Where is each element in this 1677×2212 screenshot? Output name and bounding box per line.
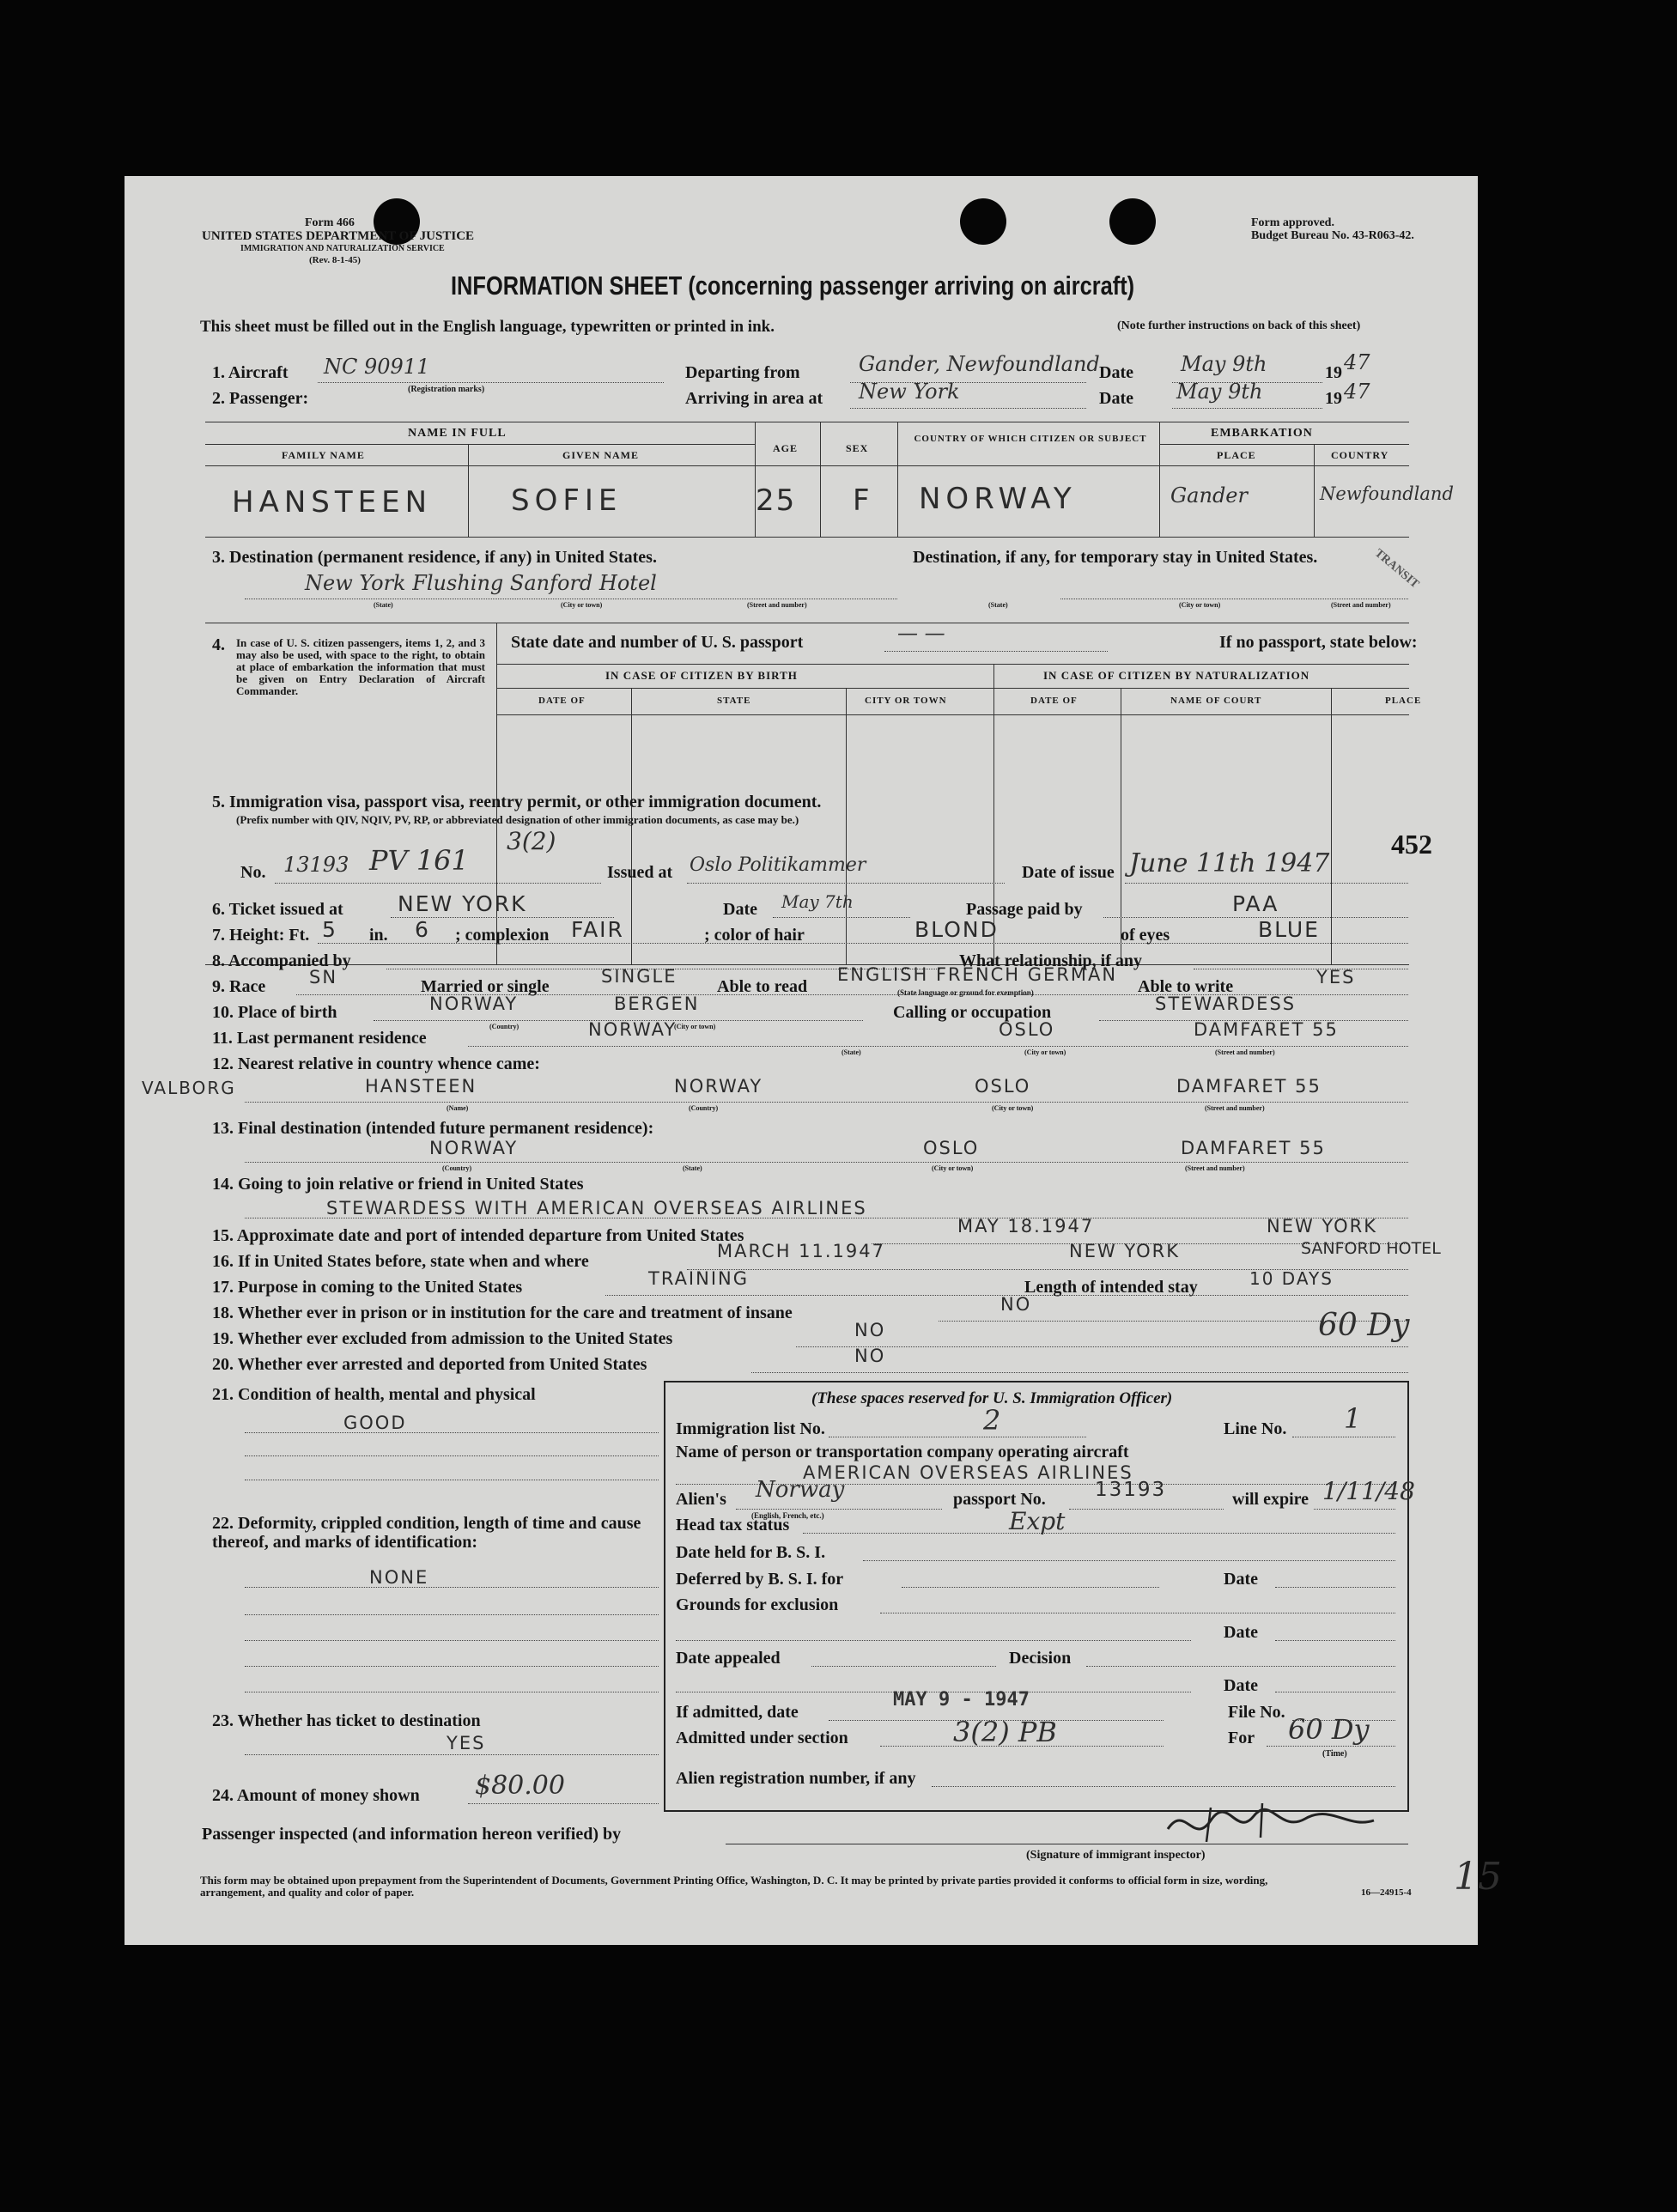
occupation-label: Calling or occupation	[893, 1003, 1052, 1022]
given-name-header: GIVEN NAME	[562, 449, 640, 461]
deformity-label: 22. Deformity, crippled condition, length of time and cause thereof, and marks of identification:	[212, 1514, 641, 1552]
passage-paid-value: PAA	[1232, 891, 1279, 916]
relative-prefix-value: VALBORG	[142, 1078, 236, 1098]
citizen-value: NORWAY	[919, 482, 1077, 516]
embarkation-place-value: Gander	[1170, 483, 1248, 507]
married-label: Married or single	[421, 977, 550, 996]
information-sheet-form	[125, 176, 1502, 1945]
officer-box-heading: (These spaces reserved for U. S. Immigration Officer)	[811, 1389, 1173, 1407]
race-value: SN	[309, 967, 338, 988]
us-passport-label: State date and number of U. S. passport	[511, 633, 804, 652]
birth-date-header: DATE OF	[538, 696, 586, 706]
street-caption: (Street and number)	[747, 601, 807, 609]
visa-section-value: 3(2)	[507, 827, 556, 855]
state-caption: (State)	[842, 1048, 861, 1056]
birth-city-value: BERGEN	[614, 994, 700, 1014]
inspected-by-label: Passenger inspected (and information hereon verified) by	[202, 1825, 622, 1844]
relative-street-value: DAMFARET 55	[1176, 1076, 1322, 1097]
punch-hole	[1109, 198, 1156, 245]
deferred-label: Deferred by B. S. I. for	[676, 1570, 844, 1589]
prison-label: 18. Whether ever in prison or in institution for the care and treatment of insane	[212, 1304, 793, 1322]
residence-country-value: NORWAY	[588, 1019, 677, 1040]
grounds-label: Grounds for exclusion	[676, 1595, 839, 1614]
birth-state-header: STATE	[717, 696, 751, 706]
street-caption: (Street and number)	[1215, 1048, 1275, 1056]
visa-label: 5. Immigration visa, passport visa, reentry permit, or other immigration document.	[212, 793, 822, 811]
write-label: Able to write	[1138, 977, 1234, 996]
name-caption: (Name)	[447, 1104, 469, 1112]
inspector-signature	[1159, 1795, 1382, 1855]
company-value: AMERICAN OVERSEAS AIRLINES	[803, 1462, 1133, 1483]
nearest-relative-label: 12. Nearest relative in country whence came:	[212, 1054, 540, 1073]
footer-text: This form may be obtained upon prepayment from the Superintendent of Documents, Government Printing Office, Washington, D. C. It may be printed by private parties provided it conforms to official form in size, wording, arrangement, and quality and color of paper.	[200, 1874, 1268, 1899]
health-value: GOOD	[343, 1413, 407, 1433]
purpose-label: 17. Purpose in coming to the United States	[212, 1278, 523, 1297]
admitted-section-label: Admitted under section	[676, 1729, 848, 1747]
street-caption: (Street and number)	[1205, 1104, 1265, 1112]
alien-language-value: Norway	[756, 1477, 845, 1503]
footer-form-number: 16—24915-4	[1361, 1887, 1412, 1898]
city-caption: (City or town)	[932, 1164, 974, 1172]
embarkation-header: EMBARKATION	[1211, 427, 1313, 440]
prior-visit-label: 16. If in United States before, state when and where	[212, 1252, 589, 1271]
visa-note: (Prefix number with QIV, NQIV, PV, RP, or abbreviated designation of other immigration documents, as case may be.)	[236, 813, 799, 826]
grounds-date-label: Date	[1224, 1623, 1258, 1642]
citizen-by-nat-header: IN CASE OF CITIZEN BY NATURALIZATION	[1043, 669, 1310, 682]
budget-bureau: Budget Bureau No. 43-R063-42.	[1251, 229, 1414, 242]
departure-date-plan-value: MAY 18.1947	[957, 1216, 1095, 1237]
street-caption: (Street and number)	[1331, 601, 1391, 609]
visa-number-value: 13193	[283, 853, 349, 877]
sex-header: SEX	[846, 442, 869, 454]
ticket-issued-label: 6. Ticket issued at	[212, 900, 343, 919]
language-small-caption: (English, French, etc.)	[751, 1511, 824, 1520]
race-label: 9. Race	[212, 977, 266, 996]
margin-note: 60 Dy	[1318, 1308, 1410, 1343]
alien-label: Alien's	[676, 1490, 726, 1509]
admitted-date-stamp: MAY 9 - 1947	[893, 1689, 1030, 1711]
back-note: (Note further instructions on back of this sheet)	[1117, 319, 1361, 332]
transit-stamp: TRANSIT	[1371, 546, 1422, 592]
departure-year-value: 47	[1344, 350, 1370, 374]
q4-instructions: In case of U. S. citizen passengers, items 1, 2, and 3 may also be used, with space to the right, to obtain at place of embarkation the information that must be given on Entry Declaration of Aircraft Commander.	[236, 636, 485, 697]
immigration-list-label: Immigration list No.	[676, 1419, 825, 1438]
departure-port-value: NEW YORK	[1267, 1216, 1377, 1237]
q4-number: 4.	[212, 635, 225, 654]
write-value: YES	[1316, 967, 1356, 988]
nat-place-header: PLACE	[1385, 696, 1422, 706]
birth-country-value: NORWAY	[429, 994, 519, 1014]
decision-label: Decision	[1009, 1649, 1072, 1668]
departing-value: Gander, Newfoundland	[859, 352, 1100, 376]
time-caption: (Time)	[1322, 1749, 1347, 1759]
language-caption: (State language or ground for exemption)	[897, 988, 1034, 997]
country-caption: (Country)	[442, 1164, 472, 1172]
prior-visit-where-value: NEW YORK	[1069, 1241, 1180, 1261]
passport-number-value: 13193	[1095, 1479, 1167, 1501]
departure-date-label: Date	[1099, 363, 1133, 382]
relative-country-value: NORWAY	[674, 1076, 763, 1097]
state-caption: (State)	[374, 601, 393, 609]
height-inch-value: 6	[415, 917, 430, 942]
held-bsi-label: Date held for B. S. I.	[676, 1543, 826, 1562]
complexion-value: FAIR	[571, 917, 624, 942]
passenger-label: 2. Passenger:	[212, 389, 309, 408]
embarkation-country-value: Newfoundland	[1320, 483, 1454, 504]
arrival-year-prefix: 19	[1325, 389, 1342, 408]
form-title: INFORMATION SHEET (concerning passenger arriving on aircraft)	[451, 270, 1135, 301]
birthplace-label: 10. Place of birth	[212, 1003, 337, 1022]
corner-number: 15	[1454, 1855, 1502, 1899]
final-country-value: NORWAY	[429, 1138, 519, 1158]
passage-paid-label: Passage paid by	[966, 900, 1083, 919]
registration-marks-caption: (Registration marks)	[408, 385, 485, 394]
join-relative-label: 14. Going to join relative or friend in United States	[212, 1175, 584, 1194]
nat-date-header: DATE OF	[1030, 696, 1078, 706]
arrival-date-value: May 9th	[1176, 380, 1263, 404]
service-name: IMMIGRATION AND NATURALIZATION SERVICE	[240, 244, 445, 253]
country-caption: (Country)	[489, 1023, 520, 1030]
purpose-value: TRAINING	[648, 1268, 750, 1289]
arrival-year-value: 47	[1344, 380, 1370, 404]
stay-length-label: Length of intended stay	[1024, 1278, 1198, 1297]
ticket-date-value: May 7th	[781, 891, 854, 912]
prison-value: NO	[1000, 1294, 1032, 1315]
date-of-issue-label: Date of issue	[1022, 863, 1115, 882]
expire-value: 1/11/48	[1322, 1477, 1415, 1505]
age-value: 25	[756, 483, 797, 518]
visa-class-value: PV 161	[369, 844, 469, 877]
admitted-section-value: 3(2) PB	[953, 1716, 1057, 1748]
aircraft-label: 1. Aircraft	[212, 363, 289, 382]
departure-year-prefix: 19	[1325, 363, 1342, 382]
relative-city-value: OSLO	[975, 1076, 1031, 1097]
prior-visit-hotel-value: SANFORD HOTEL	[1301, 1239, 1441, 1258]
height-feet-value: 5	[322, 917, 337, 942]
page-number: 452	[1391, 829, 1432, 860]
destination-label: 3. Destination (permanent residence, if any) in United States.	[212, 548, 657, 567]
age-header: AGE	[773, 442, 799, 454]
money-label: 24. Amount of money shown	[212, 1786, 420, 1805]
destination-value: New York Flushing Sanford Hotel	[305, 571, 657, 595]
no-passport-label: If no passport, state below:	[1219, 633, 1418, 652]
residence-city-value: OSLO	[999, 1019, 1055, 1040]
street-caption: (Street and number)	[1185, 1164, 1245, 1172]
agency-name: UNITED STATES DEPARTMENT OF JUSTICE	[202, 229, 475, 243]
deported-label: 20. Whether ever arrested and deported from United States	[212, 1355, 647, 1374]
excluded-value: NO	[854, 1320, 886, 1340]
last-residence-label: 11. Last permanent residence	[212, 1029, 427, 1048]
deported-value: NO	[854, 1346, 886, 1366]
final-street-value: DAMFARET 55	[1181, 1138, 1326, 1158]
issued-at-value: Oslo Politikammer	[690, 854, 866, 876]
ticket-date-label: Date	[723, 900, 757, 919]
eyes-value: BLUE	[1258, 917, 1320, 942]
alien-registration-label: Alien registration number, if any	[676, 1769, 916, 1788]
hair-value: BLOND	[914, 917, 999, 942]
embarkation-place-header: PLACE	[1217, 449, 1256, 461]
deformity-value: NONE	[369, 1567, 429, 1588]
temporary-destination-label: Destination, if any, for temporary stay in United States.	[913, 548, 1318, 567]
appealed-label: Date appealed	[676, 1649, 781, 1668]
health-label: 21. Condition of health, mental and physical	[212, 1385, 536, 1404]
city-caption: (City or town)	[674, 1023, 716, 1030]
complexion-label: ; complexion	[455, 926, 550, 945]
head-tax-value: Expt	[1009, 1507, 1066, 1535]
final-city-value: OSLO	[923, 1138, 980, 1158]
hair-label: ; color of hair	[704, 926, 805, 945]
state-caption: (State)	[683, 1164, 702, 1172]
line-number-label: Line No.	[1224, 1419, 1287, 1438]
date-of-issue-value: June 11th 1947	[1129, 848, 1330, 878]
city-caption: (City or town)	[1024, 1048, 1066, 1056]
expire-label: will expire	[1232, 1490, 1309, 1509]
family-name-value: HANSTEEN	[232, 485, 433, 520]
visa-no-label: No.	[240, 863, 266, 882]
departure-date-value: May 9th	[1181, 352, 1267, 376]
issued-at-label: Issued at	[607, 863, 673, 882]
departing-label: Departing from	[685, 363, 800, 382]
excluded-label: 19. Whether ever excluded from admission to the United States	[212, 1329, 673, 1348]
ticket-issued-value: NEW YORK	[398, 891, 527, 916]
language-instruction: This sheet must be filled out in the English language, typewritten or printed in ink.	[200, 318, 775, 336]
accompanied-label: 8. Accompanied by	[212, 951, 351, 970]
city-caption: (City or town)	[992, 1104, 1034, 1112]
birth-city-header: CITY OR TOWN	[865, 696, 947, 706]
ticket-destination-label: 23. Whether has ticket to destination	[212, 1711, 481, 1730]
prior-visit-when-value: MARCH 11.1947	[717, 1241, 885, 1261]
head-tax-label: Head tax status	[676, 1516, 790, 1534]
eyes-label: of eyes	[1121, 926, 1170, 945]
relationship-label: What relationship, if any	[959, 951, 1142, 970]
married-value: SINGLE	[601, 966, 677, 987]
signature-caption: (Signature of immigrant inspector)	[1026, 1849, 1206, 1862]
state-caption: (State)	[988, 601, 1008, 609]
final-destination-label: 13. Final destination (intended future permanent residence):	[212, 1119, 654, 1138]
given-name-value: SOFIE	[511, 483, 623, 518]
family-name-header: FAMILY NAME	[282, 449, 365, 461]
arriving-label: Arriving in area at	[685, 389, 823, 408]
country-caption: (Country)	[689, 1104, 719, 1112]
us-passport-value: — —	[897, 621, 945, 645]
deferred-date-label: Date	[1224, 1570, 1258, 1589]
city-caption: (City or town)	[561, 601, 603, 609]
money-value: $80.00	[475, 1771, 565, 1801]
height-label: 7. Height: Ft.	[212, 926, 310, 945]
read-label: Able to read	[717, 977, 808, 996]
stay-length-value: 10 DAYS	[1249, 1268, 1334, 1289]
aircraft-value: NC 90911	[324, 355, 430, 379]
occupation-value: STEWARDESS	[1155, 994, 1297, 1014]
punch-hole	[960, 198, 1006, 245]
immigration-list-number: 2	[983, 1404, 1001, 1437]
for-time-value: 60 Dy	[1288, 1713, 1370, 1746]
admitted-date-label: If admitted, date	[676, 1703, 799, 1722]
for-label: For	[1228, 1729, 1255, 1747]
citizen-by-birth-header: IN CASE OF CITIZEN BY BIRTH	[605, 669, 798, 682]
form-approved: Form approved.	[1251, 216, 1334, 229]
sex-value: F	[853, 483, 875, 518]
departure-date-port-label: 15. Approximate date and port of intended departure from United States	[212, 1226, 744, 1245]
residence-street-value: DAMFARET 55	[1194, 1019, 1339, 1040]
line-number-value: 1	[1344, 1402, 1362, 1435]
embarkation-country-header: COUNTRY	[1331, 449, 1389, 461]
relative-name-value: HANSTEEN	[365, 1076, 477, 1097]
height-inch-label: in.	[369, 926, 388, 945]
company-label: Name of person or transportation company operating aircraft	[676, 1443, 1129, 1462]
form-number: Form 466	[305, 216, 355, 229]
file-number-label: File No.	[1228, 1703, 1285, 1722]
passport-number-label: passport No.	[953, 1490, 1046, 1509]
arrival-date-label: Date	[1099, 389, 1133, 408]
name-in-full-header: NAME IN FULL	[408, 427, 507, 440]
ticket-destination-value: YES	[447, 1733, 486, 1753]
decision-date-label: Date	[1224, 1676, 1258, 1695]
city-caption: (City or town)	[1179, 601, 1221, 609]
join-relative-value: STEWARDESS WITH AMERICAN OVERSEAS AIRLINES	[326, 1198, 867, 1218]
arriving-value: New York	[859, 380, 960, 404]
citizen-country-header: COUNTRY OF WHICH CITIZEN OR SUBJECT	[914, 434, 1147, 444]
read-value: ENGLISH FRENCH GERMAN	[837, 964, 1118, 985]
nat-court-header: NAME OF COURT	[1170, 696, 1262, 706]
revision: (Rev. 8-1-45)	[309, 255, 361, 265]
